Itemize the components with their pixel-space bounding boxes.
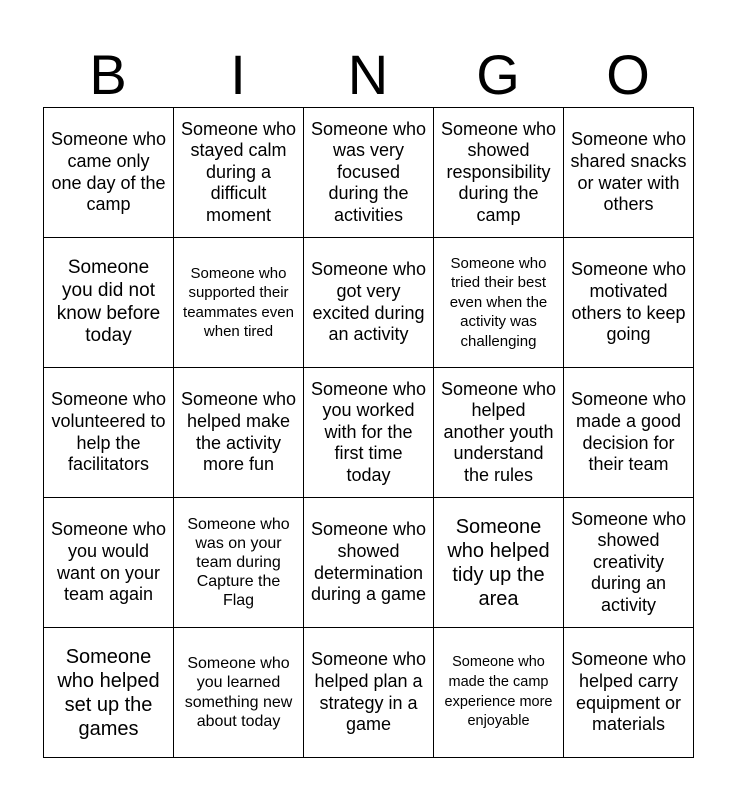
bingo-cell[interactable]: Someone who you worked with for the first time today (304, 368, 434, 498)
header-letter-i: I (230, 43, 246, 106)
bingo-cell[interactable]: Someone who made the camp experience more enjoyable (434, 628, 564, 758)
bingo-cell[interactable]: Someone who helped carry equipment or materials (564, 628, 694, 758)
bingo-cell[interactable]: Someone who helped another youth understand the rules (434, 368, 564, 498)
bingo-cell[interactable]: Someone who showed creativity during an activity (564, 498, 694, 628)
bingo-cell[interactable]: Someone who you would want on your team again (44, 498, 174, 628)
bingo-cell[interactable]: Someone who motivated others to keep going (564, 238, 694, 368)
bingo-header (43, 42, 693, 108)
header-letter-g: G (476, 43, 520, 106)
bingo-cell[interactable]: Someone who helped make the activity more fun (174, 368, 304, 498)
bingo-cell[interactable]: Someone who helped tidy up the area (434, 498, 564, 628)
bingo-cell[interactable]: Someone who made a good decision for their team (564, 368, 694, 498)
header-letter-n: N (347, 43, 389, 106)
bingo-cell[interactable]: Someone who tried their best even when the activity was challenging (434, 238, 564, 368)
bingo-cell[interactable]: Someone who was on your team during Capture the Flag (174, 498, 304, 628)
bingo-cell[interactable]: Someone who stayed calm during a difficult moment (174, 108, 304, 238)
header-letter-o: O (606, 43, 650, 106)
bingo-cell[interactable]: Someone who you learned something new about today (174, 628, 304, 758)
bingo-row (44, 628, 694, 758)
bingo-cell[interactable]: Someone who helped plan a strategy in a game (304, 628, 434, 758)
bingo-row (44, 368, 694, 498)
bingo-cell[interactable]: Someone who showed determination during a game (304, 498, 434, 628)
header-letter-b: B (89, 43, 127, 106)
bingo-cell[interactable]: Someone you did not know before today (44, 238, 174, 368)
bingo-cell[interactable]: Someone who got very excited during an activity (304, 238, 434, 368)
bingo-cell[interactable]: Someone who came only one day of the camp (44, 108, 174, 238)
bingo-cell[interactable]: Someone who helped set up the games (44, 628, 174, 758)
bingo-row (44, 498, 694, 628)
bingo-cell[interactable]: Someone who supported their teammates even when tired (174, 238, 304, 368)
bingo-grid (43, 107, 694, 758)
bingo-row (44, 238, 694, 368)
bingo-cell[interactable]: Someone who showed responsibility during the camp (434, 108, 564, 238)
bingo-cell[interactable]: Someone who was very focused during the activities (304, 108, 434, 238)
bingo-cell[interactable]: Someone who volunteered to help the facilitators (44, 368, 174, 498)
bingo-row (44, 108, 694, 238)
bingo-cell[interactable]: Someone who shared snacks or water with others (564, 108, 694, 238)
